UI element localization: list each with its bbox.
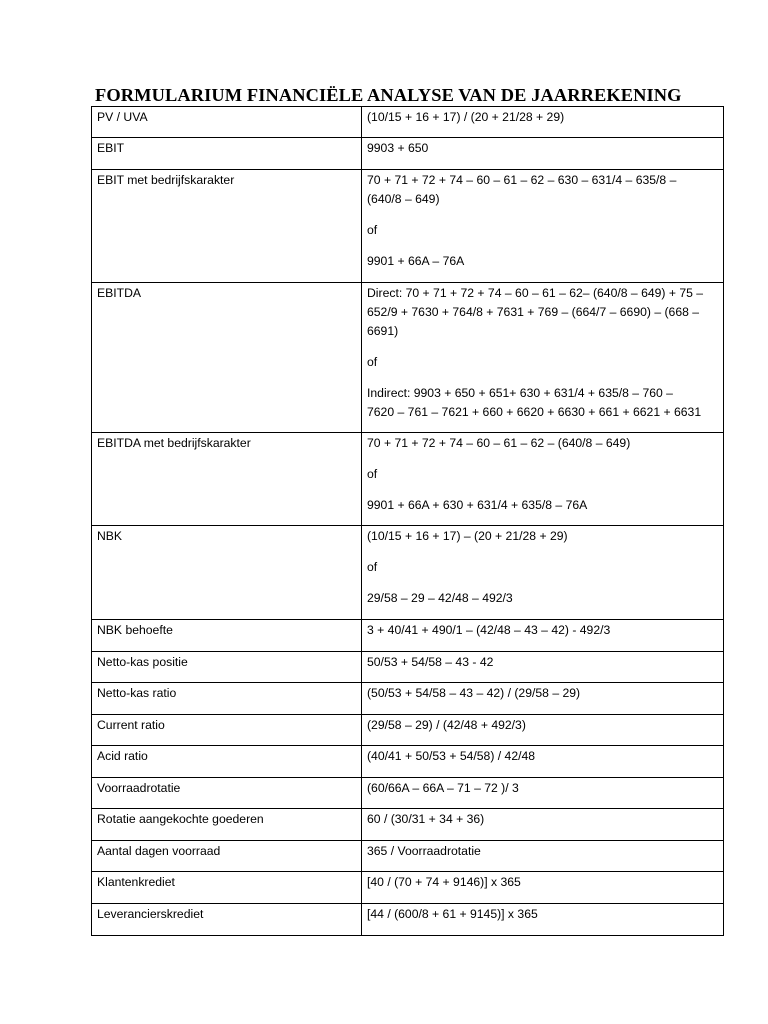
- formula-cell: [362, 283, 724, 433]
- metric-name-cell: [92, 107, 362, 138]
- metric-name: Klantenkrediet: [97, 875, 175, 889]
- formula-cell: [362, 904, 724, 936]
- paragraph-gap: [367, 209, 719, 221]
- table-row: [92, 841, 724, 872]
- formula-line: [40 / (70 + 74 + 9146)] x 365: [367, 875, 521, 889]
- paragraph-gap: [367, 484, 719, 496]
- metric-name: Current ratio: [97, 718, 165, 732]
- table-row: [92, 746, 724, 778]
- formula-line: 50/53 + 54/58 – 43 - 42: [367, 655, 494, 669]
- paragraph-gap: [367, 546, 719, 558]
- formula-line: 9901 + 66A – 76A: [367, 254, 465, 268]
- metric-name-cell: [92, 872, 362, 904]
- metric-name-cell: [92, 715, 362, 746]
- table-row: [92, 138, 724, 170]
- formula-line: (640/8 – 649): [367, 192, 440, 206]
- formula-line: 7620 – 761 – 7621 + 660 + 6620 + 6630 + 661 + 6621 + 6631: [367, 405, 702, 419]
- metric-name: EBITDA met bedrijfskarakter: [97, 436, 251, 450]
- formula-cell: [362, 138, 724, 170]
- metric-name-cell: [92, 746, 362, 778]
- formula-cell: [362, 620, 724, 652]
- formula-line: 652/9 + 7630 + 764/8 + 7631 + 769 – (664/7 – 6690) – (668 –: [367, 305, 700, 319]
- formula-line: 70 + 71 + 72 + 74 – 60 – 61 – 62 – (640/8 – 649): [367, 436, 631, 450]
- document-title: FORMULARIUM FINANCIËLE ANALYSE VAN DE JAARREKENING: [95, 85, 682, 105]
- formula-line: [44 / (600/8 + 61 + 9145)] x 365: [367, 907, 538, 921]
- formula-table-body: [92, 107, 724, 936]
- formula-cell: [362, 433, 724, 526]
- formula-line: of: [367, 223, 378, 237]
- formula-cell: [362, 683, 724, 715]
- metric-name-cell: [92, 620, 362, 652]
- metric-name: NBK: [97, 529, 123, 543]
- formula-cell: [362, 170, 724, 283]
- formula-line: 9903 + 650: [367, 141, 429, 155]
- formula-line: 60 / (30/31 + 34 + 36): [367, 812, 485, 826]
- paragraph-gap: [367, 372, 719, 384]
- table-row: [92, 809, 724, 841]
- table-row: [92, 526, 724, 620]
- formula-line: 6691): [367, 324, 399, 338]
- formula-cell: [362, 778, 724, 809]
- metric-name: Voorraadrotatie: [97, 781, 181, 795]
- formula-line: 3 + 40/41 + 490/1 – (42/48 – 43 – 42) - 492/3: [367, 623, 611, 637]
- table-row: [92, 620, 724, 652]
- metric-name: NBK behoefte: [97, 623, 173, 637]
- formula-line: (60/66A – 66A – 71 – 72 )/ 3: [367, 781, 519, 795]
- metric-name: Netto-kas positie: [97, 655, 188, 669]
- metric-name-cell: [92, 683, 362, 715]
- metric-name-cell: [92, 526, 362, 620]
- metric-name: Acid ratio: [97, 749, 148, 763]
- formula-line: Indirect: 9903 + 650 + 651+ 630 + 631/4 + 635/8 – 760 –: [367, 386, 673, 400]
- metric-name-cell: [92, 433, 362, 526]
- formula-line: of: [367, 560, 378, 574]
- formula-line: of: [367, 467, 378, 481]
- table-row: [92, 904, 724, 936]
- paragraph-gap: [367, 453, 719, 465]
- table-row: [92, 107, 724, 138]
- formula-cell: [362, 652, 724, 683]
- metric-name: PV / UVA: [97, 110, 148, 124]
- metric-name: Aantal dagen voorraad: [97, 844, 221, 858]
- metric-name-cell: [92, 841, 362, 872]
- formula-cell: [362, 746, 724, 778]
- formula-cell: [362, 715, 724, 746]
- metric-name-cell: [92, 283, 362, 433]
- formula-line: (10/15 + 16 + 17) / (20 + 21/28 + 29): [367, 110, 565, 124]
- formula-cell: [362, 526, 724, 620]
- metric-name-cell: [92, 904, 362, 936]
- formula-cell: [362, 872, 724, 904]
- formula-line: (10/15 + 16 + 17) – (20 + 21/28 + 29): [367, 529, 568, 543]
- table-row: [92, 433, 724, 526]
- formula-line: 365 / Voorraadrotatie: [367, 844, 481, 858]
- formula-cell: [362, 107, 724, 138]
- formula-line: (29/58 – 29) / (42/48 + 492/3): [367, 718, 526, 732]
- formula-line: (40/41 + 50/53 + 54/58) / 42/48: [367, 749, 536, 763]
- table-row: [92, 683, 724, 715]
- metric-name-cell: [92, 138, 362, 170]
- table-row: [92, 872, 724, 904]
- formula-cell: [362, 809, 724, 841]
- metric-name-cell: [92, 778, 362, 809]
- paragraph-gap: [367, 240, 719, 252]
- formula-cell: [362, 841, 724, 872]
- metric-name: EBITDA: [97, 286, 142, 300]
- table-row: [92, 283, 724, 433]
- metric-name: Netto-kas ratio: [97, 686, 177, 700]
- formula-line: 29/58 – 29 – 42/48 – 492/3: [367, 591, 513, 605]
- metric-name-cell: [92, 170, 362, 283]
- formula-line: (50/53 + 54/58 – 43 – 42) / (29/58 – 29): [367, 686, 581, 700]
- metric-name: Rotatie aangekochte goederen: [97, 812, 264, 826]
- metric-name-cell: [92, 652, 362, 683]
- formula-line: 9901 + 66A + 630 + 631/4 + 635/8 – 76A: [367, 498, 588, 512]
- metric-name: EBIT: [97, 141, 125, 155]
- table-row: [92, 715, 724, 746]
- formula-table: [91, 106, 724, 936]
- table-row: [92, 778, 724, 809]
- metric-name: Leverancierskrediet: [97, 907, 204, 921]
- formula-line: 70 + 71 + 72 + 74 – 60 – 61 – 62 – 630 – 631/4 – 635/8 –: [367, 173, 677, 187]
- paragraph-gap: [367, 341, 719, 353]
- formula-line: of: [367, 355, 378, 369]
- paragraph-gap: [367, 577, 719, 589]
- table-row: [92, 170, 724, 283]
- metric-name: EBIT met bedrijfskarakter: [97, 173, 235, 187]
- table-row: [92, 652, 724, 683]
- metric-name-cell: [92, 809, 362, 841]
- formula-line: Direct: 70 + 71 + 72 + 74 – 60 – 61 – 62– (640/8 – 649) + 75 –: [367, 286, 704, 300]
